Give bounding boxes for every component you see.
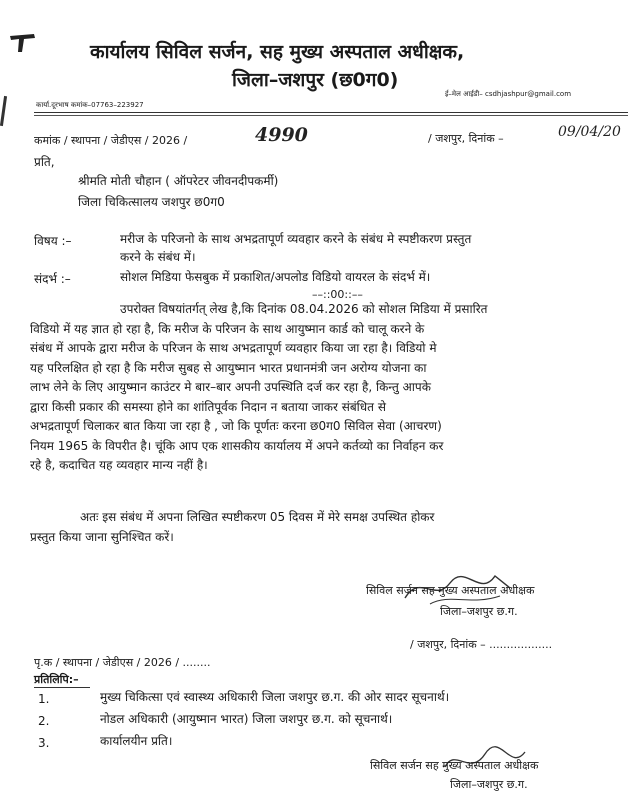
office-title: कार्यालय सिविल सर्जन, सह मुख्य अस्पताल अधीक्षक, (90, 41, 465, 63)
to-label: प्रति, (34, 155, 55, 169)
body-line: द्वारा किसी प्रकार की समस्या होने का शांतिपूर्वक निदान न बताया जाकर संबंधित से (30, 399, 386, 414)
emblem-mark-icon (8, 30, 38, 56)
office-district: जिला–जशपुर (छ0ग0) (232, 69, 399, 91)
copy-item-number: 1. (38, 692, 50, 706)
header-rule (34, 112, 628, 113)
copy-item-number: 2. (38, 714, 50, 728)
copy-label: प्रतिलिपि:– (34, 673, 79, 686)
body-paragraph (30, 300, 622, 476)
recipient-name: श्रीमति मोती चौहान ( ऑपरेटर जीवनदीपकर्मी) (78, 174, 279, 188)
body-line: लाभ लेने के लिए आयुष्मान काउंटर मे बार–बार अपनी उपस्थिति दर्ज कर रहा है, किन्तु आपके (30, 380, 431, 394)
endorsement-number: पृ.क / स्थापना / जेडीएस / 2026 / ........ (34, 656, 211, 669)
copy-item-text: कार्यालयीन प्रति। (100, 734, 173, 748)
copy-item-number: 3. (38, 736, 50, 750)
closing-paragraph (30, 508, 622, 547)
copy-label-underline (34, 687, 90, 688)
copy-item-text: मुख्य चिकित्सा एवं स्वास्थ्य अधिकारी जिला जशपुर छ.ग. की ओर सादर सूचनार्थ। (100, 690, 450, 704)
signature-district: जिला–जशपुर छ.ग. (450, 778, 528, 791)
separator: ––::00::–– (312, 288, 363, 301)
office-phone: कार्या.दूरभाष कमांक–07763–223927 (36, 101, 144, 109)
recipient-office: जिला चिकित्सालय जशपुर छ0ग0 (78, 195, 225, 209)
signature-district: जिला–जशपुर छ.ग. (440, 605, 518, 618)
endorsement-place-date: / जशपुर, दिनांक – .................. (410, 638, 553, 651)
margin-mark (0, 96, 7, 126)
reference-text: सोशल मिडिया फेसबुक में प्रकाशित/अपलोड विडियो वायरल के संदर्भ में। (120, 270, 431, 284)
place-date-label: / जशपुर, दिनांक – (428, 132, 504, 145)
letter-number: कमांक / स्थापना / जेडीएस / 2026 / (34, 134, 188, 147)
body-line: रहे है, कदाचित यह व्यवहार मान्य नहीं है। (30, 458, 208, 472)
closing-line: प्रस्तुत किया जाना सुनिश्चित करें। (30, 529, 174, 544)
subject-label: विषय :– (34, 234, 72, 248)
letter-number-handwritten: 4990 (255, 124, 308, 146)
reference-label: संदर्भ :– (34, 272, 71, 286)
closing-line: अतः इस संबंध में अपना लिखित स्पष्टीकरण 05 दिवस में मेरे समक्ष उपस्थित होकर (80, 510, 435, 524)
copy-item-text: नोडल अधिकारी (आयुष्मान भारत) जिला जशपुर छ.ग. को सूचनार्थ। (100, 712, 393, 726)
date-handwritten: 09/04/20 (558, 124, 621, 140)
body-line: यह परिलक्षित हो रहा है कि मरीज सुबह से आयुष्मान भारत प्रधानमंत्री जन अरोग्य योजना का (30, 360, 427, 375)
signature-title: सिविल सर्जन सह मुख्य अस्पताल अधीक्षक (366, 584, 535, 597)
body-line: संबंध में आपके द्वारा मरीज के परिजन के साथ अभद्रतापूर्ण व्यवहार किया जा रहा है। विडियो मे (30, 341, 437, 355)
body-line: अभद्रतापूर्ण चिलाकर बात किया जा रहा है , जो कि पूर्णतः करना छ0ग0 सिविल सेवा (आचरण) (30, 419, 442, 433)
body-line: नियम 1965 के विपरीत है। चूंकि आप एक शासकीय कार्यालय में अपने कर्तव्यो का निर्वाहन कर (30, 438, 444, 453)
header-rule-second (34, 115, 628, 116)
body-line: उपरोक्त विषयांतर्गत् लेख है,कि दिनांक 08.04.2026 को सोशल मिडिया में प्रसारित (120, 302, 488, 316)
subject-line2: करने के संबंध में। (120, 250, 196, 264)
signature-title: सिविल सर्जन सह मुख्य अस्पताल अधीक्षक (370, 759, 539, 772)
office-email: ई–मेल आईडी– csdhjashpur@gmail.com (445, 90, 572, 98)
body-line: विडियो में यह ज्ञात हो रहा है, कि मरीज के परिजन के साथ आयुष्मान कार्ड को चालू करने के (30, 321, 425, 336)
subject-line1: मरीज के परिजनो के साथ अभद्रतापूर्ण व्यवहार करने के संबंध मे स्पष्टीकरण प्रस्तुत (120, 232, 472, 246)
